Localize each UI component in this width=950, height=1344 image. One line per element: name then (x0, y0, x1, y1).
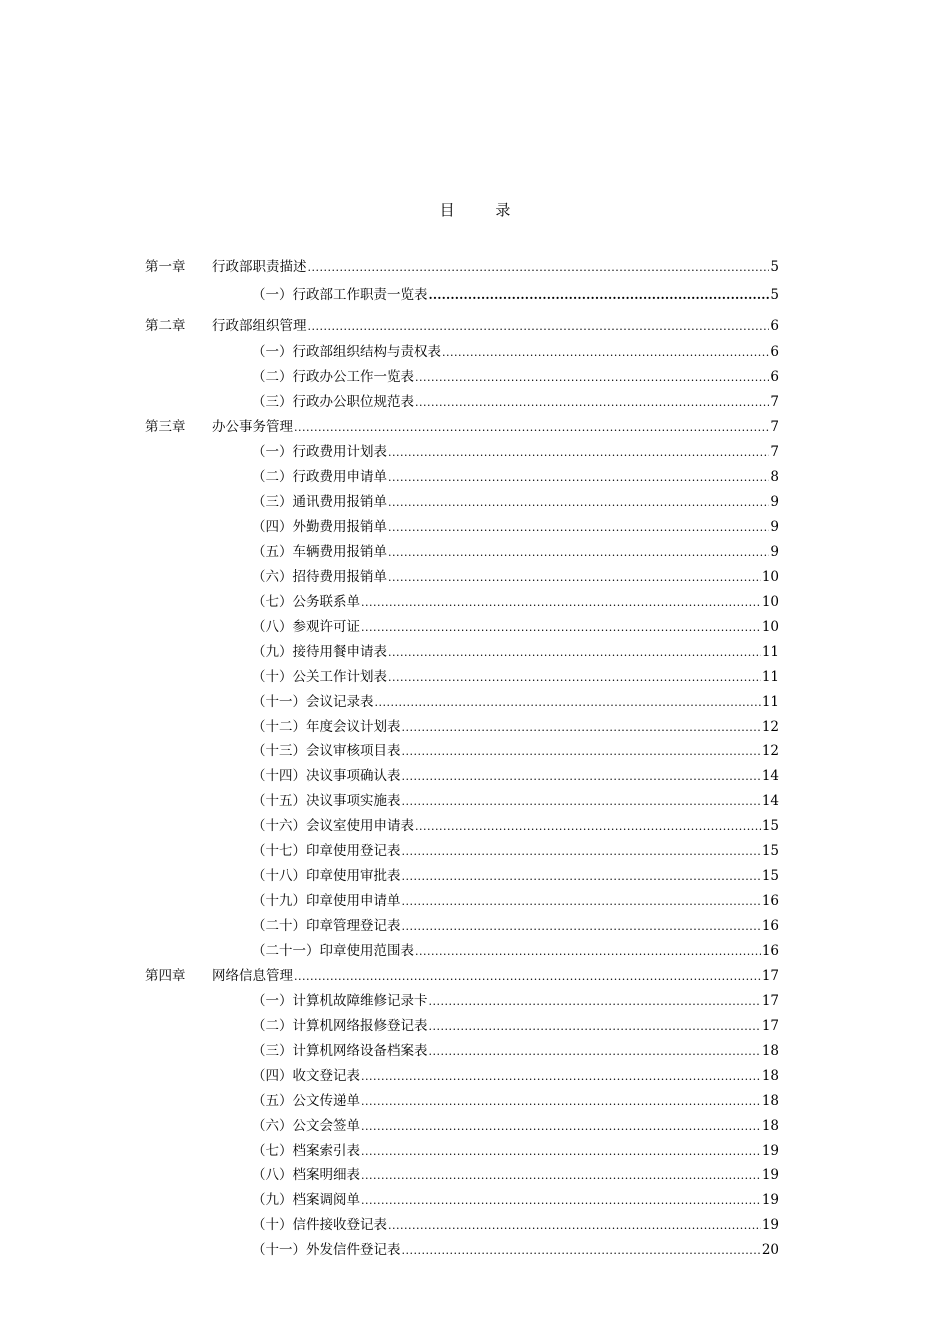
entry-title: （十二）年度会议计划表 (252, 719, 401, 735)
entry-title: （七）公务联系单 (252, 594, 360, 610)
page-number: 12 (761, 743, 779, 759)
toc-section-entry[interactable] (0, 915, 950, 937)
toc-entry-line (252, 1065, 779, 1088)
toc-entry-line (252, 441, 779, 464)
page-number: 17 (761, 968, 779, 984)
toc-section-entry[interactable] (0, 516, 950, 538)
page-number: 20 (761, 1242, 779, 1258)
page-number: 16 (761, 918, 779, 934)
page-number: 6 (770, 318, 779, 334)
toc-entry-line (252, 1140, 779, 1163)
toc-section-entry[interactable] (0, 566, 950, 588)
page-number: 12 (761, 719, 779, 735)
toc-section-entry[interactable] (0, 284, 950, 306)
toc-entry-line (252, 865, 779, 888)
toc-chapter-entry[interactable] (0, 315, 950, 337)
dot-leader (361, 1116, 761, 1138)
entry-title: （一）行政部组织结构与责权表 (252, 344, 441, 360)
chapter-number: 第一章 (145, 259, 186, 275)
page-number: 15 (761, 868, 779, 884)
dot-leader (429, 1016, 761, 1038)
entry-title: （十八）印章使用审批表 (252, 868, 401, 884)
toc-section-entry[interactable] (0, 691, 950, 713)
entry-title: （七）档案索引表 (252, 1143, 360, 1159)
dot-leader (375, 692, 761, 714)
dot-leader (402, 866, 761, 888)
page-number: 11 (761, 669, 779, 685)
toc-section-entry[interactable] (0, 1140, 950, 1162)
dot-leader (402, 916, 761, 938)
toc-section-entry[interactable] (0, 1239, 950, 1261)
dot-leader (294, 966, 761, 988)
page-number: 7 (770, 394, 779, 410)
dot-leader (402, 766, 761, 788)
dot-leader (388, 567, 761, 589)
entry-title: （十七）印章使用登记表 (252, 843, 401, 859)
toc-section-entry[interactable] (0, 666, 950, 688)
dot-leader (415, 367, 769, 389)
dot-leader (415, 816, 761, 838)
page-number: 10 (761, 569, 779, 585)
entry-title: 网络信息管理 (212, 968, 293, 984)
toc-entry-line (252, 790, 779, 813)
page-number: 17 (761, 1018, 779, 1034)
toc-section-entry[interactable] (0, 990, 950, 1012)
toc-entry-line (252, 1090, 779, 1113)
page-number: 15 (761, 818, 779, 834)
page-number: 6 (770, 369, 779, 385)
entry-title: （一）行政费用计划表 (252, 444, 387, 460)
dot-leader (402, 891, 761, 913)
entry-title: （十）公关工作计划表 (252, 669, 387, 685)
toc-section-entry[interactable] (0, 491, 950, 513)
toc-section-entry[interactable] (0, 341, 950, 363)
toc-section-entry[interactable] (0, 1090, 950, 1112)
dot-leader (429, 991, 761, 1013)
entry-title: （二十）印章管理登记表 (252, 918, 401, 934)
toc-chapter-entry[interactable] (0, 416, 950, 438)
toc-entry-line (252, 915, 779, 938)
dot-leader (361, 617, 761, 639)
dot-leader (388, 517, 769, 539)
entry-title: （二）行政办公工作一览表 (252, 369, 414, 385)
page-number: 10 (761, 619, 779, 635)
entry-title: 行政部职责描述 (212, 259, 307, 275)
toc-section-entry[interactable] (0, 1040, 950, 1062)
toc-section-entry[interactable] (0, 1065, 950, 1087)
toc-entry-line (252, 566, 779, 589)
entry-title: （八）参观许可证 (252, 619, 360, 635)
entry-title: （六）招待费用报销单 (252, 569, 387, 585)
toc-section-entry[interactable] (0, 391, 950, 413)
dot-leader (294, 417, 769, 439)
entry-title: （三）计算机网络设备档案表 (252, 1043, 428, 1059)
toc-title: 目 录 (439, 201, 529, 219)
toc-entry-line (252, 691, 779, 714)
entry-title: （十九）印章使用申请单 (252, 893, 401, 909)
dot-leader (402, 841, 761, 863)
toc-entry-line (252, 1214, 779, 1237)
toc-entry-line (252, 1189, 779, 1212)
page-number: 8 (770, 469, 779, 485)
toc-section-entry[interactable] (0, 616, 950, 638)
page-number: 19 (761, 1192, 779, 1208)
toc-section-entry[interactable] (0, 740, 950, 762)
page-number: 5 (770, 287, 779, 303)
dot-leader (361, 592, 761, 614)
toc-entry-line (212, 416, 779, 439)
dot-leader (388, 667, 761, 689)
entry-title: （十六）会议室使用申请表 (252, 818, 414, 834)
toc-entry-line (252, 641, 779, 664)
dot-leader (388, 467, 769, 489)
entry-title: （三）通讯费用报销单 (252, 494, 387, 510)
dot-leader (429, 1041, 761, 1063)
page-number: 7 (770, 419, 779, 435)
entry-title: （十一）会议记录表 (252, 694, 374, 710)
toc-entry-line (252, 1015, 779, 1038)
entry-title: （五）车辆费用报销单 (252, 544, 387, 560)
entry-title: （九）档案调阅单 (252, 1192, 360, 1208)
toc-section-entry[interactable] (0, 366, 950, 388)
chapter-number: 第四章 (145, 968, 186, 984)
toc-section-entry[interactable] (0, 815, 950, 837)
entry-title: （二）行政费用申请单 (252, 469, 387, 485)
page-number: 18 (761, 1043, 779, 1059)
dot-leader (388, 492, 769, 514)
page-number: 18 (761, 1118, 779, 1134)
toc-section-entry[interactable] (0, 1214, 950, 1236)
toc-entry-line (252, 1164, 779, 1187)
dot-leader (361, 1141, 761, 1163)
toc-entry-line (252, 740, 779, 763)
entry-title: （十四）决议事项确认表 (252, 768, 401, 784)
toc-section-entry[interactable] (0, 790, 950, 812)
page-number: 14 (761, 768, 779, 784)
toc-entry-line (252, 391, 779, 414)
page-number: 19 (761, 1143, 779, 1159)
page-number: 18 (761, 1068, 779, 1084)
toc-section-entry[interactable] (0, 441, 950, 463)
entry-title: （九）接待用餐申请表 (252, 644, 387, 660)
entry-title: （十一）外发信件登记表 (252, 1242, 401, 1258)
page-number: 11 (761, 644, 779, 660)
toc-entry-line (252, 466, 779, 489)
page-number: 19 (761, 1167, 779, 1183)
toc-entry-line (252, 284, 779, 306)
dot-leader (361, 1165, 761, 1187)
toc-chapter-entry[interactable] (0, 256, 950, 278)
toc-section-entry[interactable] (0, 466, 950, 488)
toc-section-entry[interactable] (0, 1164, 950, 1186)
toc-entry-line (252, 1115, 779, 1138)
page-number: 11 (761, 694, 779, 710)
toc-entry-line (212, 965, 779, 988)
dot-leader (402, 1240, 761, 1262)
toc-entry-line (252, 616, 779, 639)
toc-section-entry[interactable] (0, 890, 950, 912)
toc-entry-line (252, 591, 779, 614)
chapter-number: 第二章 (145, 318, 186, 334)
page-number: 6 (770, 344, 779, 360)
chapter-number: 第三章 (145, 419, 186, 435)
toc-entry-line (252, 491, 779, 514)
dot-leader (442, 342, 769, 364)
entry-title: （一）行政部工作职责一览表 (252, 287, 428, 303)
toc-section-entry[interactable] (0, 541, 950, 563)
toc-entry-line (252, 990, 779, 1013)
toc-section-entry[interactable] (0, 641, 950, 663)
dot-leader (308, 257, 770, 279)
entry-title: （五）公文传递单 (252, 1093, 360, 1109)
dot-leader (402, 791, 761, 813)
toc-section-entry[interactable] (0, 940, 950, 962)
dot-leader (361, 1066, 761, 1088)
page-number: 9 (770, 544, 779, 560)
dot-leader (388, 1215, 761, 1237)
entry-title: （十三）会议审核项目表 (252, 743, 401, 759)
page-number: 18 (761, 1093, 779, 1109)
toc-section-entry[interactable] (0, 716, 950, 738)
entry-title: （十）信件接收登记表 (252, 1217, 387, 1233)
toc-section-entry[interactable] (0, 1015, 950, 1037)
toc-entry-line (252, 666, 779, 689)
dot-leader (415, 941, 761, 963)
dot-leader (429, 284, 770, 306)
toc-entry-line (252, 366, 779, 389)
toc-entry-line (252, 840, 779, 863)
toc-entry-line (212, 315, 779, 338)
entry-title: （二十一）印章使用范围表 (252, 943, 414, 959)
toc-section-entry[interactable] (0, 591, 950, 613)
page-number: 17 (761, 993, 779, 1009)
toc-section-entry[interactable] (0, 1189, 950, 1211)
toc-section-entry[interactable] (0, 765, 950, 787)
page-number: 9 (770, 494, 779, 510)
page-number: 10 (761, 594, 779, 610)
dot-leader (361, 1091, 761, 1113)
toc-entry-line (252, 940, 779, 963)
entry-title: （三）行政办公职位规范表 (252, 394, 414, 410)
entry-title: （四）外勤费用报销单 (252, 519, 387, 535)
page-number: 16 (761, 943, 779, 959)
toc-entry-line (252, 341, 779, 364)
toc-entry-line (252, 815, 779, 838)
dot-leader (308, 316, 770, 338)
toc-section-entry[interactable] (0, 840, 950, 862)
dot-leader (388, 642, 761, 664)
toc-section-entry[interactable] (0, 1115, 950, 1137)
page-number: 5 (770, 259, 779, 275)
toc-entry-line (252, 765, 779, 788)
dot-leader (361, 1190, 761, 1212)
toc-entry-line (252, 890, 779, 913)
page-number: 7 (770, 444, 779, 460)
entry-title: （十五）决议事项实施表 (252, 793, 401, 809)
dot-leader (402, 741, 761, 763)
toc-entry-line (212, 256, 779, 279)
entry-title: （八）档案明细表 (252, 1167, 360, 1183)
dot-leader (402, 717, 761, 739)
toc-entry-line (252, 1040, 779, 1063)
entry-title: 行政部组织管理 (212, 318, 307, 334)
entry-title: 办公事务管理 (212, 419, 293, 435)
toc-chapter-entry[interactable] (0, 965, 950, 987)
page-number: 15 (761, 843, 779, 859)
toc-entry-line (252, 1239, 779, 1262)
entry-title: （二）计算机网络报修登记表 (252, 1018, 428, 1034)
entry-title: （六）公文会签单 (252, 1118, 360, 1134)
dot-leader (415, 392, 769, 414)
toc-section-entry[interactable] (0, 865, 950, 887)
dot-leader (388, 542, 769, 564)
toc-entry-line (252, 541, 779, 564)
page-number: 16 (761, 893, 779, 909)
toc-entry-line (252, 516, 779, 539)
dot-leader (388, 442, 769, 464)
entry-title: （四）收文登记表 (252, 1068, 360, 1084)
page-number: 14 (761, 793, 779, 809)
page-number: 19 (761, 1217, 779, 1233)
page-number: 9 (770, 519, 779, 535)
toc-entry-line (252, 716, 779, 739)
entry-title: （一）计算机故障维修记录卡 (252, 993, 428, 1009)
